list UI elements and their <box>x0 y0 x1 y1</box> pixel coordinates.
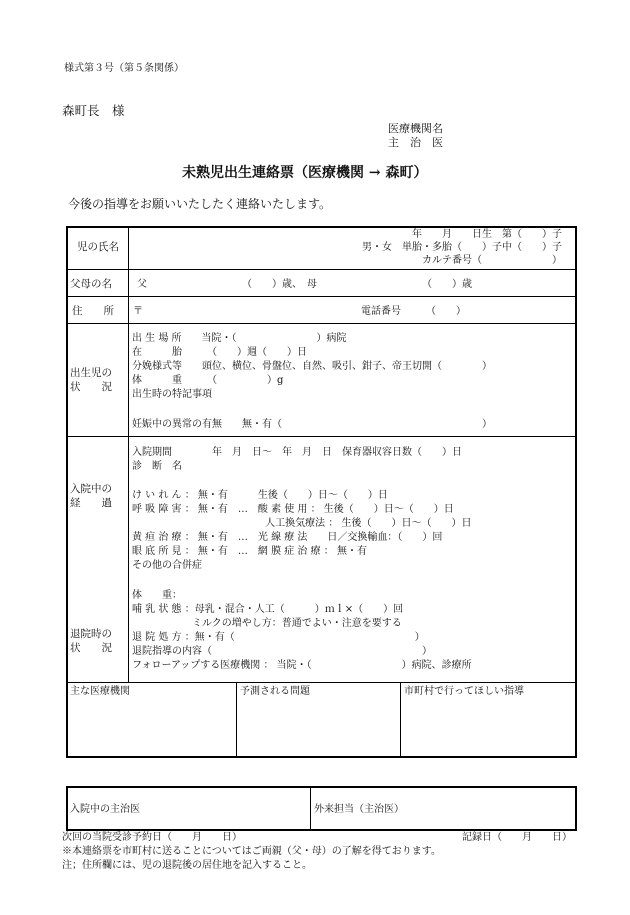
parents-name-field[interactable]: 父 （ ）歳、 母 （ ）歳 <box>137 279 472 290</box>
phone-number-field[interactable]: 電話番号 （ ） <box>361 306 466 317</box>
expected-problems-label[interactable]: 予測される問題 <box>240 686 310 697</box>
address-note: 注；住所欄には、児の退院後の居住地を記入すること。 <box>62 860 312 871</box>
municipal-guidance-label[interactable]: 市町村で行ってほしい指導 <box>404 686 524 697</box>
complications-field[interactable]: その他の合併症 <box>132 560 202 571</box>
column-divider <box>310 786 311 831</box>
row-divider <box>66 436 577 437</box>
fundus-field[interactable]: 眼 底 所 見 ： 無・有 … 網 膜 症 治 療 ： 無・有 <box>132 546 367 557</box>
pregnancy-abnormality-field[interactable]: 妊娠中の異常の有無 無・有（ ） <box>132 419 492 430</box>
discharge-status-label: 状 況 <box>70 642 112 654</box>
ventilation-field[interactable]: 人工換気療法 ： 生後（ ）日～（ ）日 <box>132 518 472 529</box>
birth-status-label: 状 況 <box>70 381 112 393</box>
outpatient-doctor-field[interactable]: 外来担当（主治医） <box>314 804 404 815</box>
jaundice-field[interactable]: 黄 疸 治 療 ： 無・有 … 光 線 療 法 日／交換輸血：（ ）回 <box>132 532 443 543</box>
gestation-field[interactable]: 在 胎 （ ）週（ ）日 <box>132 347 307 358</box>
row-divider <box>66 269 577 270</box>
main-institution-label[interactable]: 主な医療機関 <box>70 686 130 697</box>
parents-name-label: 父母の名 <box>70 278 112 290</box>
postal-code-field[interactable]: 〒 <box>133 306 143 317</box>
inpatient-doctor-field[interactable]: 入院中の主治医 <box>70 804 140 815</box>
respiratory-field[interactable]: 呼 吸 障 害 ： 無・有 … 酸 素 使 用 ： 生後（ ）日～（ ）日 <box>132 504 454 515</box>
label-column-divider <box>128 226 129 682</box>
row-divider <box>66 296 577 297</box>
discharge-status-label: 退院時の <box>70 628 112 640</box>
child-name-label: 児の氏名 <box>77 241 119 253</box>
discharge-prescription-field[interactable]: 退 院 処 方 ：無・有（ ） <box>132 632 425 643</box>
record-date[interactable]: 記録日（ 月 日） <box>462 832 572 843</box>
convulsion-field[interactable]: け い れ ん ： 無・有 生後（ ）日～（ ）日 <box>132 490 388 501</box>
institution-name-label: 医療機関名 <box>388 122 443 135</box>
address-label: 住 所 <box>72 305 114 317</box>
next-visit-date[interactable]: 次回の当院受診予約日（ 月 日） <box>62 832 242 843</box>
diagnosis-field[interactable]: 診 断 名 <box>132 461 182 472</box>
page-title: 未熟児出生連絡票（医療機関 → 森町） <box>182 165 428 181</box>
followup-institution-field[interactable]: フォローアップする医療機関 ： 当院・（ ）病院、診療所 <box>132 660 472 671</box>
consent-note: ※本連絡票を市町村に送ることについてはご両親（父・母）の了解を得ております。 <box>62 846 441 857</box>
birth-place-field[interactable]: 出 生 場 所 当院・（ ）病院 <box>132 333 347 344</box>
chart-number[interactable]: カルテ番号（ ） <box>422 255 562 266</box>
birth-notes-field[interactable]: 出生時の特記事項 <box>132 389 212 400</box>
row-divider <box>66 682 577 683</box>
child-sex-birth-type[interactable]: 男・女 単胎・多胎（ ）子中（ ）子 <box>362 242 562 253</box>
birth-status-label: 出生児の <box>70 367 112 379</box>
feeding-status-field[interactable]: 哺 乳 状 態 ：母乳・混合・人工（ ）ｍｌ×（ ）回 <box>132 604 404 615</box>
form-number: 様式第３号（第５条関係） <box>64 63 184 74</box>
birth-weight-field[interactable]: 体 重 （ ）g <box>132 375 284 386</box>
intro-text: 今後の指導をお願いいたしたく連絡いたします。 <box>68 197 332 211</box>
attending-doctor-label: 主 治 医 <box>388 136 443 149</box>
hospital-course-label: 入院中の <box>70 483 112 495</box>
column-divider <box>400 682 401 758</box>
row-divider <box>66 323 577 324</box>
delivery-method-field[interactable]: 分娩様式等 頭位、横位、骨盤位、自然、吸引、鉗子、帝王切開（ ） <box>132 361 492 372</box>
discharge-weight-field[interactable]: 体 重： <box>132 590 182 601</box>
child-birth-order[interactable]: 年 月 日生 第（ ）子 <box>412 229 562 240</box>
discharge-guidance-field[interactable]: 退院指導の内容（ ） <box>132 646 432 657</box>
hospital-course-label: 経 過 <box>70 497 112 509</box>
addressee: 森町長 様 <box>62 103 125 118</box>
admission-period-field[interactable]: 入院期間 年 月 日～ 年 月 日 保育器収容日数（ ）日 <box>132 447 462 458</box>
milk-increase-field[interactable]: ミルクの増やし方：普通でよい・注意を要する <box>132 618 402 629</box>
column-divider <box>236 682 237 758</box>
